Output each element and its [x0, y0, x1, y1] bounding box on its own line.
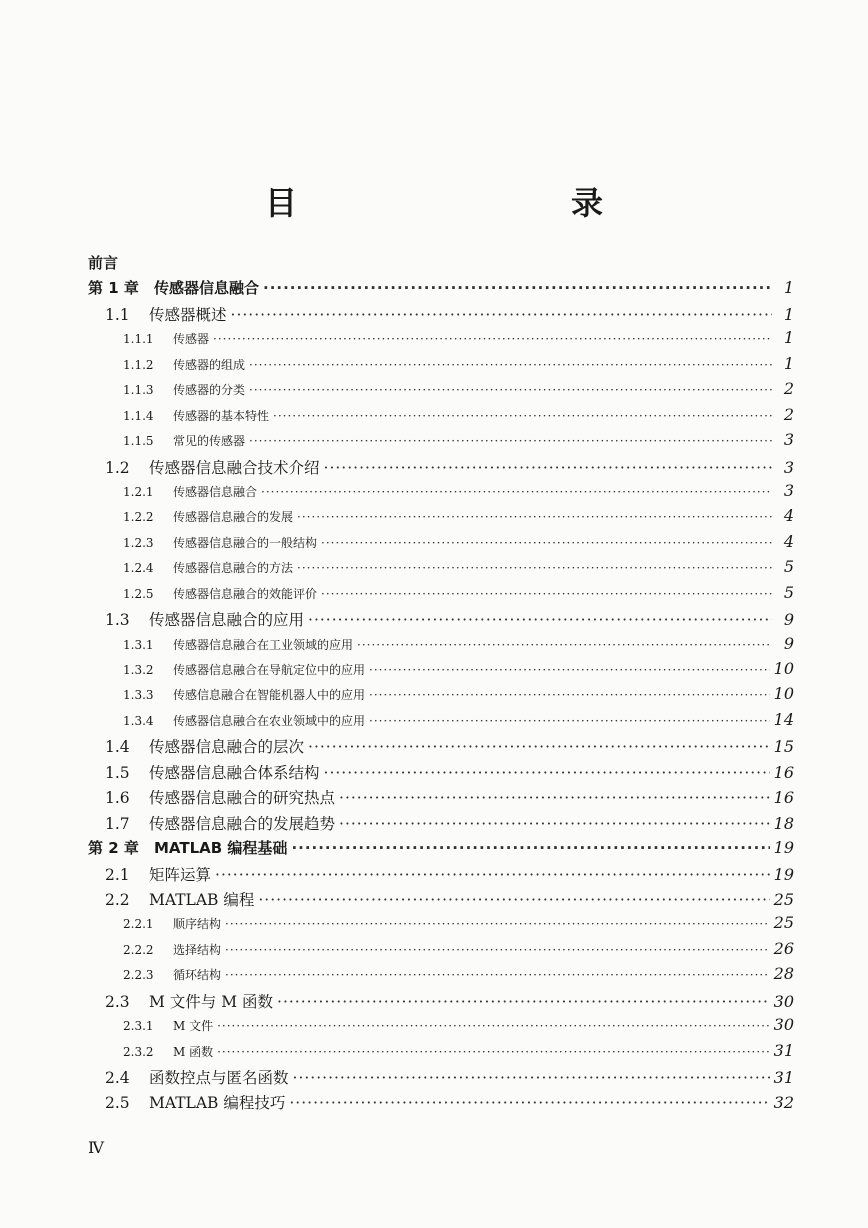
toc-entry-page: 31	[773, 1040, 794, 1060]
toc-entry	[88, 634, 794, 659]
toc-entry-title: 传感器信息融合的研究热点	[149, 789, 336, 808]
toc-entry-number: 1.1.1	[123, 332, 154, 347]
page-folio: Ⅳ	[88, 1138, 104, 1157]
toc-entry-number: 2.2.3	[123, 968, 154, 983]
toc-entry-title: 传感器的分类	[173, 383, 246, 398]
toc-entry-number: 1.3	[105, 611, 130, 630]
toc-entry-page: 2	[783, 379, 794, 399]
dot-leader	[321, 536, 772, 550]
toc-entry-title: 传感器信息融合在工业领域的应用	[173, 637, 354, 652]
toc-entry-title: 顺序结构	[173, 917, 222, 932]
dot-leader	[217, 1045, 770, 1059]
toc-entry-title: 传感器信息融合	[173, 484, 258, 499]
toc-entry	[88, 786, 794, 811]
toc-entry	[88, 837, 794, 862]
toc-entry-page: 3	[783, 480, 794, 500]
toc-entry-number: 1.4	[105, 738, 130, 757]
toc-entry-page: 1	[783, 353, 794, 373]
toc-entry-title: 传感器的组成	[173, 357, 246, 372]
toc-entry-page: 19	[773, 864, 794, 884]
toc-entry-page: 18	[773, 813, 794, 833]
toc-entry-title: 循环结构	[173, 968, 222, 983]
toc-entry-title: 选择结构	[173, 942, 222, 957]
toc-entry	[88, 354, 794, 379]
toc-entry-title: 传感器信息融合的发展趋势	[149, 814, 336, 833]
toc-entry-title: MATLAB 编程基础	[154, 839, 288, 858]
toc-entry-page: 16	[773, 762, 794, 782]
dot-leader	[213, 332, 772, 346]
toc-entry	[88, 557, 794, 582]
dot-leader	[249, 434, 772, 448]
toc-entry	[88, 684, 794, 709]
dot-leader	[308, 611, 772, 629]
dot-leader	[225, 943, 770, 957]
toc-entry	[88, 328, 794, 353]
toc-entry	[88, 659, 794, 684]
toc-entry	[88, 303, 794, 328]
dot-leader	[339, 815, 770, 833]
toc-entry-number: 1.1.3	[123, 383, 154, 398]
toc-entry	[88, 456, 794, 481]
toc-entry-page: 9	[783, 610, 794, 630]
dot-leader	[225, 917, 770, 931]
toc-entry	[88, 964, 794, 989]
table-of-contents	[88, 252, 794, 1117]
toc-entry	[88, 1091, 794, 1116]
toc-entry-page: 19	[773, 838, 794, 858]
dot-leader	[249, 358, 772, 372]
toc-entry-number: 2.4	[105, 1069, 130, 1087]
toc-entry-number: 2.2	[105, 890, 130, 909]
toc-entry-title: 矩阵运算	[149, 865, 212, 884]
toc-entry-page: 10	[773, 684, 794, 704]
toc-entry	[88, 812, 794, 837]
toc-entry-number: 1.1	[105, 305, 130, 324]
toc-entry-number: 1.6	[105, 789, 130, 808]
dot-leader	[339, 789, 770, 807]
toc-entry-page: 4	[783, 506, 794, 526]
dot-leader	[261, 485, 772, 499]
toc-entry-number: 1.2.3	[123, 535, 154, 550]
toc-entry-number: 2.2.2	[123, 942, 154, 957]
toc-entry-title: 传感器概述	[149, 305, 227, 324]
toc-entry-page: 28	[773, 964, 794, 984]
dot-leader	[308, 738, 770, 756]
dot-leader	[369, 688, 770, 702]
toc-entry-title: 前言	[88, 254, 119, 272]
toc-entry	[88, 939, 794, 964]
toc-entry-number: 2.3	[105, 992, 130, 1011]
toc-entry-number: 2.5	[105, 1094, 130, 1113]
toc-entry-page: 1	[783, 328, 794, 348]
toc-entry-title: MATLAB 编程技巧	[149, 1094, 286, 1113]
toc-entry	[88, 532, 794, 557]
toc-entry	[88, 430, 794, 455]
toc-entry-number: 2.2.1	[123, 917, 154, 932]
toc-entry-page: 3	[783, 430, 794, 450]
toc-entry	[88, 761, 794, 786]
dot-leader	[369, 714, 770, 728]
toc-entry	[88, 913, 794, 938]
toc-entry-number: 1.7	[105, 814, 130, 833]
toc-entry-page: 9	[783, 633, 794, 653]
toc-entry-page: 4	[783, 531, 794, 551]
dot-leader	[217, 1019, 770, 1033]
toc-entry	[88, 1015, 794, 1040]
toc-entry-number: 1.2	[105, 458, 130, 477]
toc-entry-title: MATLAB 编程	[149, 890, 255, 909]
toc-entry-number: 1.2.2	[123, 510, 154, 525]
dot-leader	[324, 764, 770, 782]
toc-entry-page: 30	[773, 1015, 794, 1035]
toc-entry-page: 15	[773, 737, 794, 757]
dot-leader	[277, 993, 770, 1011]
toc-entry-page: 25	[773, 889, 794, 909]
page-title: 目 录	[264, 184, 673, 222]
dot-leader	[357, 638, 772, 652]
toc-entry-title: 函数控点与匿名函数	[149, 1069, 289, 1087]
toc-entry-title: M 函数	[173, 1044, 214, 1059]
toc-entry	[88, 608, 794, 633]
toc-entry	[88, 888, 794, 913]
toc-entry	[88, 583, 794, 608]
toc-entry-title: 传感器信息融合的方法	[173, 561, 294, 576]
dot-leader	[291, 839, 769, 857]
toc-entry	[88, 735, 794, 760]
toc-entry-title: 传感器信息融合体系结构	[149, 763, 320, 782]
toc-entry-page: 32	[773, 1093, 794, 1113]
dot-leader	[369, 663, 770, 677]
toc-entry	[88, 405, 794, 430]
toc-entry-title: M 文件与 M 函数	[149, 992, 274, 1011]
toc-entry-page: 10	[773, 659, 794, 678]
toc-entry-title: 传感器	[173, 332, 210, 347]
toc-entry	[88, 277, 794, 302]
toc-entry-title: 传感器信息融合	[154, 279, 260, 298]
dot-leader	[289, 1094, 769, 1112]
toc-entry-title: 传感器信息融合技术介绍	[149, 458, 320, 477]
toc-entry-page: 1	[783, 304, 794, 324]
toc-entry	[88, 863, 794, 888]
toc-entry-title: M 文件	[173, 1019, 214, 1034]
toc-entry-number: 1.1.4	[123, 408, 154, 423]
toc-entry-page: 2	[783, 404, 794, 424]
toc-entry-title: 常见的传感器	[173, 434, 246, 449]
dot-leader	[263, 279, 772, 297]
toc-entry-title: 传感器信息融合在农业领域中的应用	[173, 713, 366, 728]
toc-entry-number: 第 1 章	[88, 279, 139, 298]
toc-entry-page: 1	[783, 278, 794, 298]
toc-entry-number: 1.2.5	[123, 586, 154, 601]
dot-leader	[293, 1069, 770, 1087]
toc-entry-number: 2.3.1	[123, 1019, 154, 1034]
toc-entry-page: 30	[773, 991, 794, 1011]
dot-leader	[215, 866, 770, 884]
toc-entry-title: 传感器信息融合的层次	[149, 738, 305, 757]
toc-entry-number: 1.3.4	[123, 713, 154, 728]
dot-leader	[258, 891, 769, 909]
toc-entry-number: 1.3.1	[123, 637, 154, 652]
dot-leader	[324, 459, 772, 477]
toc-entry-page: 16	[773, 788, 794, 808]
toc-entry	[88, 506, 794, 531]
toc-entry-title: 传感器信息融合在导航定位中的应用	[173, 663, 366, 677]
toc-entry-number: 1.5	[105, 763, 130, 782]
toc-entry-page: 3	[783, 457, 794, 477]
toc-entry-title: 传感器信息融合的应用	[149, 611, 305, 630]
dot-leader	[273, 409, 772, 423]
toc-entry	[88, 481, 794, 506]
toc-entry-number: 1.3.2	[123, 663, 154, 677]
toc-entry-title: 传感器信息融合的一般结构	[173, 535, 318, 550]
toc-entry	[88, 379, 794, 404]
dot-leader	[249, 383, 772, 397]
dot-leader	[231, 306, 772, 324]
toc-entry-number: 1.1.2	[123, 357, 154, 372]
toc-entry-page: 25	[773, 913, 794, 933]
toc-entry-page: 26	[773, 938, 794, 958]
toc-entry-title: 传感器信息融合的发展	[173, 510, 294, 525]
toc-entry-number: 2.1	[105, 865, 130, 884]
dot-leader	[225, 968, 770, 982]
toc-entry-title: 传感器信息融合的效能评价	[173, 586, 318, 601]
toc-entry-number: 1.3.3	[123, 688, 154, 703]
toc-entry-page: 31	[773, 1068, 794, 1087]
toc-entry-number: 1.1.5	[123, 434, 154, 449]
toc-entry-number: 2.3.2	[123, 1044, 154, 1059]
dot-leader	[321, 587, 772, 601]
dot-leader	[297, 561, 772, 575]
toc-entry	[88, 252, 794, 277]
toc-entry-number: 1.2.4	[123, 561, 154, 576]
toc-entry	[88, 1041, 794, 1066]
dot-leader	[297, 510, 772, 524]
toc-entry-title: 传感信息融合在智能机器人中的应用	[173, 688, 366, 703]
toc-entry-title: 传感器的基本特性	[173, 408, 270, 423]
toc-entry-number: 1.2.1	[123, 484, 154, 499]
toc-entry	[88, 990, 794, 1015]
toc-entry-page: 5	[783, 582, 794, 602]
toc-entry-number: 第 2 章	[88, 839, 139, 858]
toc-entry	[88, 710, 794, 735]
toc-entry	[88, 1066, 794, 1091]
toc-entry-page: 14	[773, 709, 794, 729]
toc-entry-page: 5	[783, 557, 794, 577]
